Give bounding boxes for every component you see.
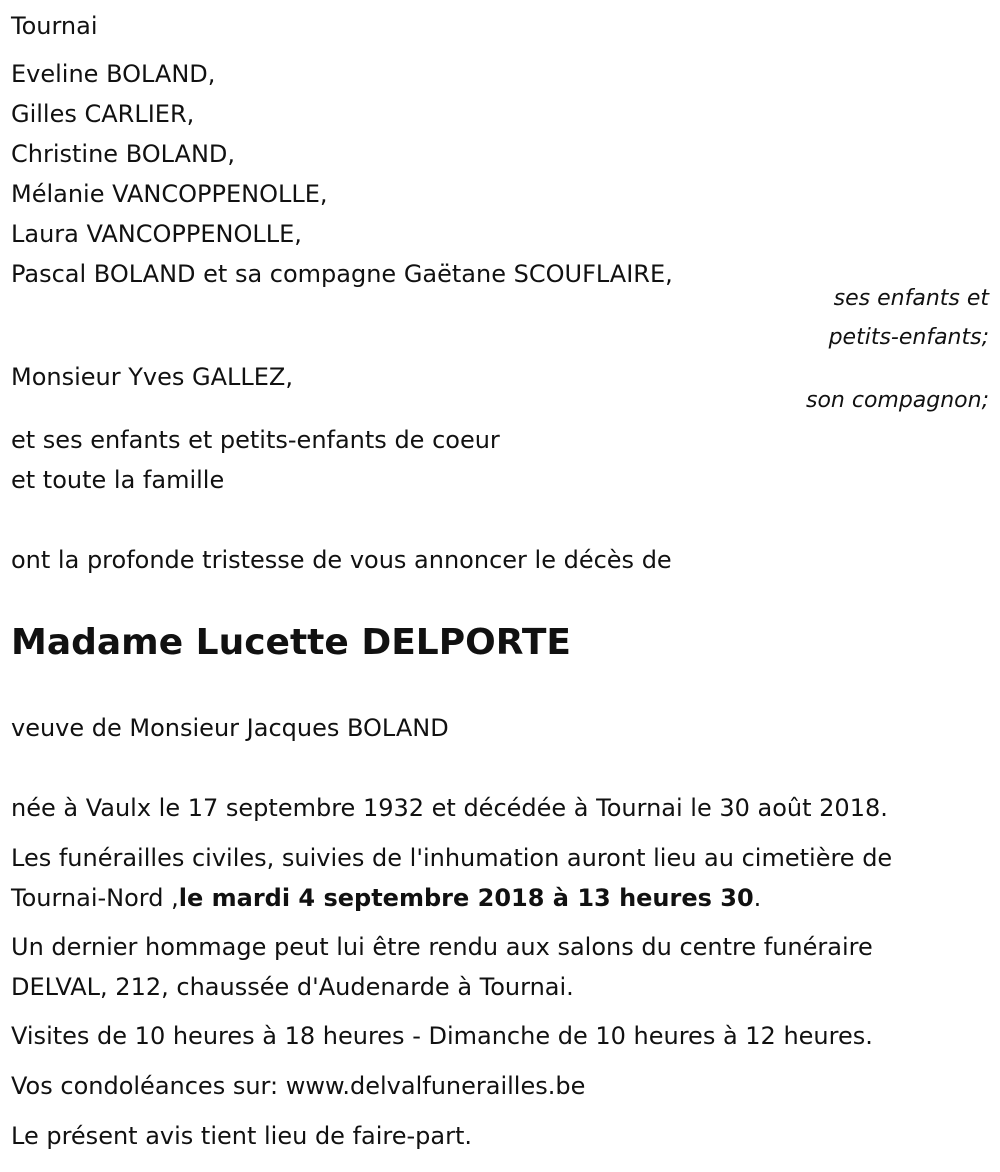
visits-text: Visites de 10 heures à 18 heures - Dimanche de 10 heures à 12 heures. (11, 1022, 873, 1050)
funeral-text-line1: Les funérailles civiles, suivies de l'inhumation auront lieu au cimetière de (11, 844, 893, 872)
companion-name: Monsieur Yves GALLEZ, (11, 363, 293, 391)
tribute-line2: DELVAL, 212, chaussée d'Audenarde à Tournai. (11, 973, 574, 1001)
family-member: Eveline BOLAND, (11, 60, 216, 88)
city-heading: Tournai (11, 12, 98, 40)
family-member: Mélanie VANCOPPENOLLE, (11, 180, 328, 208)
announcement-text: ont la profonde tristesse de vous annoncer le décès de (11, 546, 672, 574)
role-companion: son compagnon; (805, 388, 989, 413)
family-member: Christine BOLAND, (11, 140, 236, 168)
family-member: Pascal BOLAND et sa compagne Gaëtane SCOUFLAIRE, (11, 260, 673, 288)
family-member: Laura VANCOPPENOLLE, (11, 220, 302, 248)
family-member: Gilles CARLIER, (11, 100, 195, 128)
tribute-line1: Un dernier hommage peut lui être rendu aux salons du centre funéraire (11, 933, 873, 961)
notice-text: Le présent avis tient lieu de faire-part. (11, 1122, 473, 1150)
deceased-name: Madame Lucette DELPORTE (11, 622, 571, 663)
role-children-line2: petits-enfants; (828, 325, 989, 350)
other-family: et ses enfants et petits-enfants de coeur (11, 426, 500, 454)
funeral-date-time: le mardi 4 septembre 2018 à 13 heures 30 (178, 884, 754, 912)
funeral-text-line2 (11, 883, 761, 913)
funeral-location: Tournai-Nord , (11, 884, 179, 912)
condolences-text: Vos condoléances sur: www.delvalfunerailles.be (11, 1072, 586, 1100)
funeral-period: . (753, 884, 762, 912)
widow-of-text: veuve de Monsieur Jacques BOLAND (11, 714, 449, 742)
other-family: et toute la famille (11, 466, 225, 494)
birth-death-text: née à Vaulx le 17 septembre 1932 et décédée à Tournai le 30 août 2018. (11, 794, 888, 822)
role-children-line1: ses enfants et (833, 286, 989, 311)
